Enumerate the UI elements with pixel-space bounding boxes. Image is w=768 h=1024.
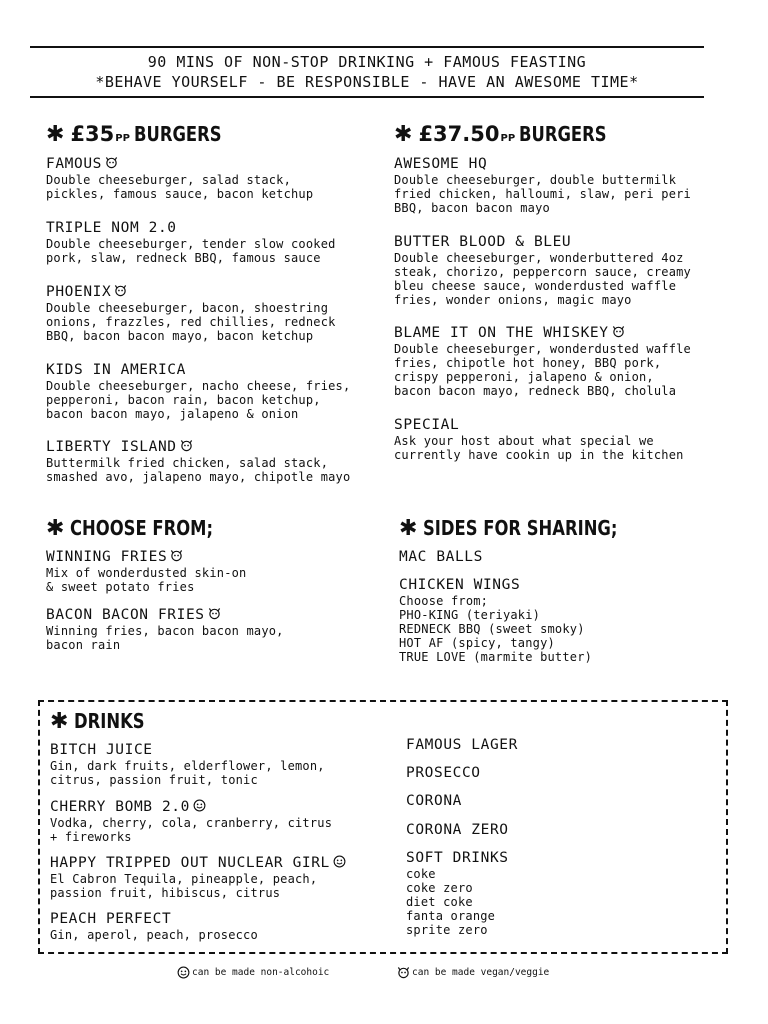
menu-item-kids-in-america — [46, 362, 386, 421]
item-name: LIBERTY ISLAND — [46, 439, 177, 455]
vegan-icon — [114, 284, 127, 297]
sides-title: SIDES FOR SHARING; — [423, 516, 618, 540]
smiley-icon — [193, 799, 206, 812]
item-name: BACON BACON FRIES — [46, 607, 205, 623]
price-3750: £37.50 — [418, 122, 500, 146]
star-icon: ✱ — [46, 122, 65, 147]
menu-item-phoenix — [46, 284, 386, 343]
smiley-icon — [333, 855, 346, 868]
legend-non-alcoholic — [177, 966, 329, 979]
per-person-label: PP — [115, 133, 130, 144]
menu-item-chicken-wings — [399, 577, 739, 664]
item-description: Double cheeseburger, salad stack, pickles, famous sauce, bacon ketchup — [46, 173, 314, 201]
vegan-icon — [612, 325, 625, 338]
burgers-title: BURGERS — [133, 122, 222, 146]
banner-line-2: *BEHAVE YOURSELF - BE RESPONSIBLE - HAVE AN AWESOME TIME* — [95, 73, 639, 91]
drink-peach-perfect — [50, 911, 390, 942]
drink-bitch-juice — [50, 742, 390, 787]
item-description: Double cheeseburger, nacho cheese, fries, pepperoni, bacon rain, bacon ketchup, bacon bacon mayo, jalapeno & onion — [46, 379, 351, 421]
star-icon: ✱ — [399, 516, 418, 541]
item-name: BLAME IT ON THE WHISKEY — [394, 325, 609, 341]
item-name: AWESOME HQ — [394, 156, 488, 172]
item-name: FAMOUS LAGER — [406, 737, 518, 753]
per-person-label: PP — [500, 133, 516, 144]
drinks-title: DRINKS — [74, 709, 146, 733]
vegan-icon — [180, 439, 193, 452]
item-description: El Cabron Tequila, pineapple, peach, passion fruit, hibiscus, citrus — [50, 872, 318, 900]
vegan-icon — [208, 607, 221, 620]
item-name: PEACH PERFECT — [50, 911, 172, 927]
menu-item-mac-balls — [399, 549, 739, 566]
menu-item-winning-fries — [46, 549, 386, 594]
menu-item-triple-nom — [46, 220, 386, 265]
item-name: CHERRY BOMB 2.0 — [50, 799, 190, 815]
item-description: Ask your host about what special we currently have cookin up in the kitchen — [394, 434, 684, 462]
item-description: Double cheeseburger, wonderbuttered 4oz steak, chorizo, peppercorn sauce, creamy bleu cheese sauce, wonderdusted waffle fries, wonder onions, magic mayo — [394, 251, 691, 307]
item-name: MAC BALLS — [399, 549, 483, 565]
soft-drink-item: sprite zero — [406, 923, 488, 937]
drink-cherry-bomb — [50, 799, 390, 844]
item-description: Winning fries, bacon bacon mayo, bacon rain — [46, 624, 284, 652]
wings-line: PHO-KING (teriyaki) — [399, 608, 541, 622]
item-name: BITCH JUICE — [50, 742, 153, 758]
item-description: Double cheeseburger, tender slow cooked pork, slaw, redneck BBQ, famous sauce — [46, 237, 336, 265]
menu-item-butter-blood-bleu — [394, 234, 734, 307]
item-name: HAPPY TRIPPED OUT NUCLEAR GIRL — [50, 855, 330, 871]
legend-text: can be made vegan/veggie — [412, 967, 550, 978]
star-icon: ✱ — [50, 709, 69, 734]
item-name: KIDS IN AMERICA — [46, 362, 186, 378]
drink-soft-drinks — [406, 850, 746, 937]
drink-corona — [406, 793, 746, 810]
menu-item-awesome-hq — [394, 156, 734, 215]
item-description: Gin, dark fruits, elderflower, lemon, citrus, passion fruit, tonic — [50, 759, 325, 787]
item-description: Vodka, cherry, cola, cranberry, citrus + fireworks — [50, 816, 333, 844]
drink-happy-tripped-out-nuclear-girl — [50, 855, 380, 900]
item-name: SPECIAL — [394, 417, 460, 433]
item-description: Buttermilk fried chicken, salad stack, smashed avo, jalapeno mayo, chipotle mayo — [46, 456, 351, 484]
drink-famous-lager — [406, 737, 746, 754]
star-icon: ✱ — [46, 516, 65, 541]
drink-corona-zero — [406, 822, 746, 839]
burgers-3750-heading — [394, 122, 626, 146]
soft-drink-item: diet coke — [406, 895, 473, 909]
item-description: Mix of wonderdusted skin-on & sweet potato fries — [46, 566, 247, 594]
item-name: CHICKEN WINGS — [399, 577, 521, 593]
vegan-icon — [397, 966, 410, 979]
header-banner — [30, 46, 704, 98]
star-icon: ✱ — [394, 122, 413, 147]
menu-item-special — [394, 417, 734, 462]
wings-line: REDNECK BBQ (sweet smoky) — [399, 622, 585, 636]
price-35: £35 — [70, 122, 115, 146]
item-name: CORONA — [406, 793, 462, 809]
item-description: Double cheeseburger, bacon, shoestring onions, frazzles, red chillies, redneck BBQ, bacon bacon mayo, bacon ketchup — [46, 301, 336, 343]
menu-item-blame-it-on-the-whiskey — [394, 325, 734, 398]
soft-drink-item: fanta orange — [406, 909, 496, 923]
item-name: TRIPLE NOM 2.0 — [46, 220, 177, 236]
item-name: PHOENIX — [46, 284, 112, 300]
item-description: Double cheeseburger, wonderdusted waffle fries, chipotle hot honey, BBQ pork, crispy pepperoni, jalapeno & onion, bacon bacon mayo, redneck BBQ, cholula — [394, 342, 691, 398]
soft-drink-item: coke zero — [406, 881, 473, 895]
banner-line-1: 90 MINS OF NON-STOP DRINKING + FAMOUS FEASTING — [147, 53, 587, 71]
legend-vegan — [397, 966, 549, 979]
item-name: CORONA ZERO — [406, 822, 509, 838]
vegan-icon — [105, 156, 118, 169]
vegan-icon — [170, 549, 183, 562]
choose-from-title: CHOOSE FROM; — [70, 516, 214, 540]
item-name: SOFT DRINKS — [406, 850, 509, 866]
wings-line: HOT AF (spicy, tangy) — [399, 636, 555, 650]
drink-prosecco — [406, 765, 746, 782]
menu-item-famous — [46, 156, 386, 201]
item-description: Gin, aperol, peach, prosecco — [50, 928, 258, 942]
item-name: PROSECCO — [406, 765, 481, 781]
menu-item-bacon-bacon-fries — [46, 607, 386, 652]
item-name: FAMOUS — [46, 156, 102, 172]
soft-drink-item: coke — [406, 867, 436, 881]
drinks-heading — [50, 709, 161, 733]
sides-heading — [399, 516, 661, 540]
menu-item-liberty-island — [46, 439, 386, 484]
item-name: WINNING FRIES — [46, 549, 168, 565]
item-description: Double cheeseburger, double buttermilk fried chicken, halloumi, slaw, peri peri BBQ, bacon bacon mayo — [394, 173, 691, 215]
item-name: BUTTER BLOOD & BLEU — [394, 234, 572, 250]
choose-from-heading — [46, 516, 245, 540]
burgers-35-heading — [46, 122, 241, 146]
legend-text: can be made non-alcohoic — [192, 967, 330, 978]
smiley-icon — [177, 966, 190, 979]
wings-line: TRUE LOVE (marmite butter) — [399, 650, 593, 664]
burgers-title: BURGERS — [519, 122, 607, 146]
wings-line: Choose from; — [399, 594, 489, 608]
